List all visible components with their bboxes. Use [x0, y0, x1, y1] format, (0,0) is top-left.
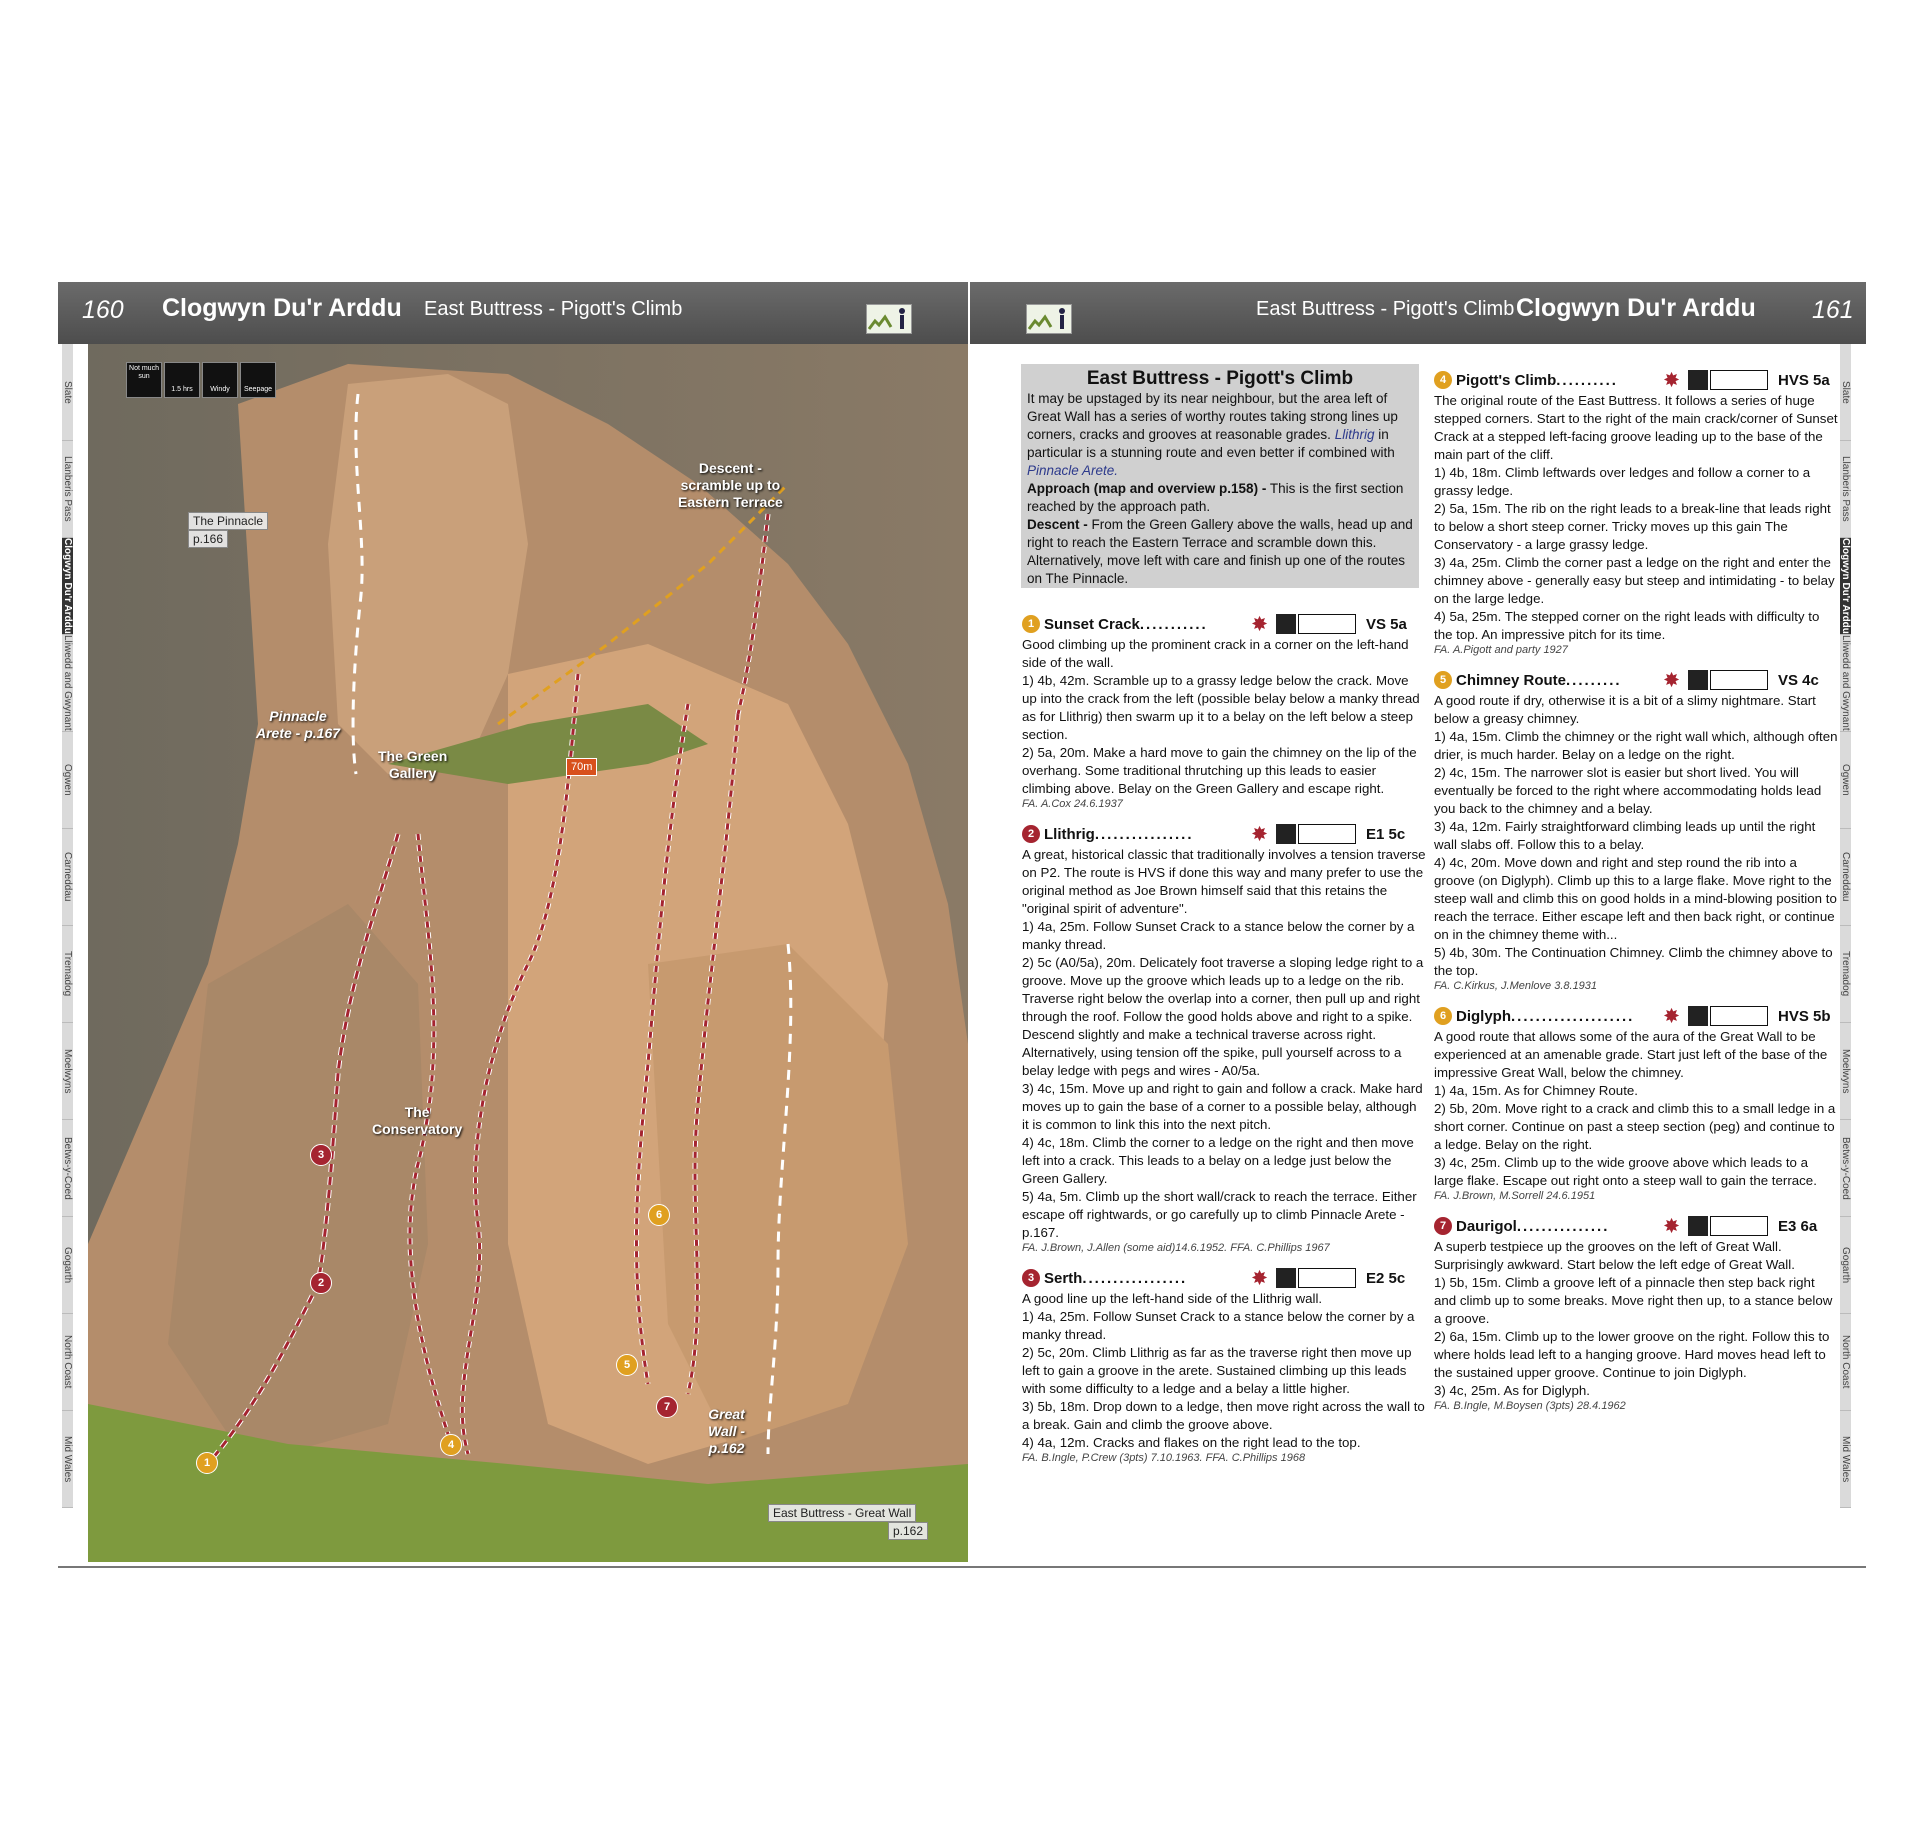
route-grade: VS 4c	[1778, 671, 1819, 689]
route-entry	[1434, 1004, 1838, 1202]
tick-box[interactable]	[1298, 824, 1356, 844]
route-description: The original route of the East Buttress. It follows a series of huge stepped corners. Start to the right of the main crack/corner of Sunset Crack at a stepped left-facing groove leading up to the base of the main part of the cliff.	[1434, 393, 1838, 462]
route-pitch: 4) 4c, 20m. Move down and right and step round the rib into a groove (on Diglyph). Climb up this to a large flake. Move right to the steep wall and climb this on good holds in a mind-blowing position to reach the terrace. Either escape left and then back right, or continue on in the chimney theme with...	[1434, 855, 1837, 942]
label-descent-3: Eastern Terrace	[678, 494, 783, 510]
route-pitch: 1) 5b, 15m. Climb a groove left of a pinnacle then step back right and climb up to some breaks. Move right then up, to a stance below a groove.	[1434, 1275, 1833, 1326]
first-ascent: FA. C.Kirkus, J.Menlove 3.8.1931	[1434, 980, 1598, 992]
route-grade: E2 5c	[1366, 1269, 1406, 1287]
tab-moelwyns[interactable]: Moelwyns	[62, 1023, 73, 1120]
label-great-wall-1: Great	[708, 1406, 745, 1422]
tab-llanberis-pass[interactable]: Llanberis Pass	[62, 441, 73, 538]
label-descent-1: Descent -	[698, 460, 762, 476]
route-marker-1[interactable]: 1	[196, 1452, 218, 1474]
left-side-tabs	[62, 344, 88, 1508]
route-pitch: 3) 4c, 25m. Climb up to the wide groove above which leads to a large flake. Escape out right onto a steep wall to gain the terrace.	[1434, 1155, 1817, 1188]
star-rating-icon: ✸	[1252, 1268, 1268, 1288]
route-pitch: 1) 4a, 15m. As for Chimney Route.	[1434, 1083, 1638, 1098]
route-pitch: 1) 4b, 18m. Climb leftwards over ledges and follow a corner to a grassy ledge.	[1434, 465, 1811, 498]
route-pitch: 2) 5a, 20m. Make a hard move to gain the chimney on the lip of the overhang. Some traditional thrutching up this leads to easier climbing above. Belay on the Green Gallery and escape right.	[1022, 745, 1417, 796]
page-number-right: 161	[1812, 296, 1854, 324]
tick-box[interactable]	[1710, 1216, 1768, 1236]
tab-betws-r[interactable]: Betws-y-Coed	[1840, 1120, 1851, 1217]
route-dots: .........	[1566, 671, 1622, 689]
route-pitch: 2) 5c (A0/5a), 20m. Delicately foot traverse a sloping ledge right to a groove. Move up the groove which leads up to a ledge on the rib. Traverse right below the overlap into a corner, then pull up and right through the roof. Follow the good holds above and right to a spike. Descend slightly and make a technical traverse across right. Alternatively, using tension off the spike, pull yourself across to a belay ledge with pegs and wires - A0/5a.	[1022, 955, 1424, 1078]
tab-lliwedd-r[interactable]: Lliwedd and Gwynant	[1840, 635, 1851, 731]
label-conservatory-2: Conservatory	[372, 1121, 463, 1137]
route-name: Diglyph	[1456, 1007, 1511, 1025]
label-east-buttress-page: p.162	[888, 1522, 928, 1540]
sun-info-icon: Not much sun	[126, 362, 162, 398]
routes-column-2	[1434, 368, 1838, 1424]
approach-time-icon: 1.5 hrs	[164, 362, 200, 398]
intro-box	[1021, 364, 1419, 588]
route-dots: ....................	[1511, 1007, 1635, 1025]
descent-text: From the Green Gallery above the walls, head up and right to reach the Eastern Terrace and scramble down this. Alternatively, move left with care and finish up one of the routes on The Pinnacle.	[1027, 517, 1413, 586]
tab-north-coast[interactable]: North Coast	[62, 1314, 73, 1411]
route-pitch: 1) 4b, 42m. Scramble up to a grassy ledge below the crack. Move up into the crack from the left (possible belay below a manky thread as for Llithrig) then swarm up it to a belay on the left below a steep section.	[1022, 673, 1420, 742]
tab-betws[interactable]: Betws-y-Coed	[62, 1120, 73, 1217]
tab-mid-wales[interactable]: Mid Wales	[62, 1411, 73, 1508]
route-pitch: 2) 6a, 15m. Climb up to the lower groove on the right. Follow this to where holds lead left to a hanging groove. Hard moves head left to the sustained upper groove. Continue to join Diglyph.	[1434, 1329, 1830, 1380]
label-east-buttress-great-wall: East Buttress - Great Wall	[768, 1504, 916, 1522]
first-ascent: FA. A.Pigott and party 1927	[1434, 644, 1568, 656]
label-descent	[678, 460, 783, 511]
route-pitch: 2) 5b, 20m. Move right to a crack and climb this to a small ledge in a short corner. Continue on past a steep section (peg) and continue to a ledge. Belay on the right.	[1434, 1101, 1836, 1152]
page-number-left: 160	[82, 296, 124, 324]
route-name: Sunset Crack	[1044, 615, 1140, 633]
route-dots: .................	[1082, 1269, 1188, 1287]
route-number-badge: 2	[1022, 825, 1040, 843]
label-pinnacle-arete	[256, 708, 340, 742]
label-great-wall-3: p.162	[708, 1440, 745, 1456]
left-page-header	[58, 282, 968, 344]
tab-mid-wales-r[interactable]: Mid Wales	[1840, 1411, 1851, 1508]
route-pitch: 4) 4c, 18m. Climb the corner to a ledge on the right and then move left into a crack. This leads to a belay on a ledge just below the Green Gallery.	[1022, 1135, 1414, 1186]
route-pitch: 1) 4a, 25m. Follow Sunset Crack to a stance below the corner by a manky thread.	[1022, 1309, 1415, 1342]
section-title-left: East Buttress - Pigott's Climb	[424, 298, 683, 320]
route-dots: ...........	[1139, 615, 1208, 633]
section-title-right: East Buttress - Pigott's Climb	[1256, 298, 1515, 320]
intro-title: East Buttress - Pigott's Climb	[1086, 368, 1354, 389]
first-ascent: FA. B.Ingle, M.Boysen (3pts) 28.4.1962	[1434, 1400, 1626, 1412]
route-name: Pigott's Climb	[1456, 371, 1557, 389]
label-conservatory	[372, 1104, 462, 1138]
route-entry	[1022, 612, 1426, 810]
tab-slate-r[interactable]: Slate	[1840, 344, 1851, 441]
route-entry	[1434, 1214, 1838, 1412]
route-pitch: 1) 4a, 25m. Follow Sunset Crack to a stance below the corner by a manky thread.	[1022, 919, 1415, 952]
route-pitch: 4) 5a, 25m. The stepped corner on the right leads with difficulty to the top. An impressive pitch for its time.	[1434, 609, 1820, 642]
intro-p1: It may be upstaged by its near neighbour, but the area left of Great Wall has a series of worthy routes taking strong lines up corners, cracks and grooves at reasonable grades.	[1027, 391, 1398, 442]
tab-ogwen-r[interactable]: Ogwen	[1840, 732, 1851, 829]
route-type-icon	[1688, 370, 1708, 390]
star-rating-icon: ✸	[1252, 824, 1268, 844]
tab-north-coast-r[interactable]: North Coast	[1840, 1314, 1851, 1411]
page-bottom-rule	[58, 1566, 1866, 1568]
route-dots: ..........	[1556, 371, 1618, 389]
route-marker-6[interactable]: 6	[648, 1204, 670, 1226]
seepage-icon: Seepage	[240, 362, 276, 398]
route-marker-5[interactable]: 5	[616, 1354, 638, 1376]
label-green-gallery	[378, 748, 447, 782]
route-header	[1022, 612, 1426, 636]
label-great-wall-2: Wall -	[708, 1423, 746, 1439]
route-header	[1022, 822, 1426, 846]
approach-label: Approach (map and overview p.158) -	[1027, 481, 1267, 496]
intro-p1b: in particular is a stunning route and even better if combined with	[1027, 427, 1395, 460]
label-the-pinnacle	[188, 512, 268, 530]
route-dots: ...............	[1516, 1217, 1610, 1235]
route-description: A good route if dry, otherwise it is a bit of a slimy nightmare. Start below a greasy chimney.	[1434, 693, 1816, 726]
route-number-badge: 4	[1434, 371, 1452, 389]
tab-moelwyns-r[interactable]: Moelwyns	[1840, 1023, 1851, 1120]
route-description: A good line up the left-hand side of the Llithrig wall.	[1022, 1291, 1323, 1306]
route-description: A superb testpiece up the grooves on the left of Great Wall. Surprisingly awkward. Start below the left edge of Great Wall.	[1434, 1239, 1795, 1272]
route-marker-3[interactable]: 3	[310, 1144, 332, 1166]
star-rating-icon: ✸	[1252, 614, 1268, 634]
approach-text: This is the first section reached by the approach path.	[1027, 481, 1404, 514]
route-name: Daurigol	[1456, 1217, 1517, 1235]
label-descent-2: scramble up to	[680, 477, 781, 493]
tick-box[interactable]	[1298, 614, 1356, 634]
route-header	[1434, 1004, 1838, 1028]
route-grade: E1 5c	[1366, 825, 1406, 843]
star-rating-icon: ✸	[1664, 1006, 1680, 1026]
route-grade: E3 6a	[1778, 1217, 1818, 1235]
star-rating-icon: ✸	[1664, 670, 1680, 690]
route-pitch: 4) 4a, 12m. Cracks and flakes on the right lead to the top.	[1022, 1435, 1361, 1450]
tick-box[interactable]	[1710, 370, 1768, 390]
label-green-gallery-1: The Green	[378, 748, 448, 764]
link-llithrig[interactable]: Llithrig	[1334, 427, 1375, 442]
route-pitch: 1) 4a, 15m. Climb the chimney or the right wall which, although often drier, is much harder. Belay on a ledge on the right.	[1434, 729, 1838, 762]
routes-column-1	[1022, 612, 1426, 1476]
route-entry	[1434, 668, 1838, 992]
route-header	[1434, 1214, 1838, 1238]
right-page-header	[970, 282, 1866, 344]
route-name: Serth	[1044, 1269, 1083, 1287]
route-pitch: 3) 5b, 18m. Drop down to a ledge, then move right across the wall to a break. Gain and climb the groove above.	[1022, 1399, 1425, 1432]
route-name: Chimney Route	[1456, 671, 1567, 689]
tab-carneddau-r[interactable]: Carneddau	[1840, 829, 1851, 926]
link-pinnacle-arete[interactable]: Pinnacle Arete.	[1027, 463, 1119, 478]
first-ascent: FA. J.Brown, M.Sorrell 24.6.1951	[1434, 1190, 1596, 1202]
landscape-walker-icon	[1026, 304, 1072, 334]
route-type-icon	[1688, 1216, 1708, 1236]
route-grade: VS 5a	[1366, 615, 1407, 633]
route-pitch: 2) 4c, 15m. The narrower slot is easier but short lived. You will eventually be forced to the right where accommodating holds lead you back to the chimney and a belay.	[1434, 765, 1822, 816]
route-pitch: 3) 4c, 15m. Move up and right to gain and follow a crack. Make hard moves up to gain the base of a corner to a possible belay, although it is common to link this into the next pitch.	[1022, 1081, 1423, 1132]
tab-lliwedd[interactable]: Lliwedd and Gwynant	[62, 635, 73, 731]
length-tag: 70m	[566, 758, 597, 776]
tick-box[interactable]	[1298, 1268, 1356, 1288]
route-pitch: 2) 5c, 20m. Climb Llithrig as far as the traverse right then move up left to gain a groove in the arete. Sustained climbing up this leads with some difficulty to a ledge and a belay a little higher.	[1022, 1345, 1412, 1396]
route-header	[1022, 1266, 1426, 1290]
route-description: A great, historical classic that traditionally involves a tension traverse on P2. The route is HVS if done this way and many prefer to use the original method as Joe Brown himself said that this retains the "original spirit of adventure".	[1022, 847, 1426, 916]
label-green-gallery-2: Gallery	[388, 765, 437, 781]
route-name: Llithrig	[1044, 825, 1095, 843]
route-pitch: 5) 4b, 30m. The Continuation Chimney. Climb the chimney above to the top.	[1434, 945, 1833, 978]
route-description: A good route that allows some of the aura of the Great Wall to be experienced at an amenable grade. Start just left of the base of the impressive Great Wall, below the chimney.	[1434, 1029, 1828, 1080]
descent-label: Descent -	[1027, 517, 1088, 532]
crag-photo	[88, 344, 968, 1562]
route-grade: HVS 5a	[1778, 371, 1830, 389]
tab-tremadog[interactable]: Tremadog	[62, 926, 73, 1023]
route-grade: HVS 5b	[1778, 1007, 1831, 1025]
route-marker-7[interactable]: 7	[656, 1396, 678, 1418]
route-type-icon	[1688, 1006, 1708, 1026]
route-type-icon	[1688, 670, 1708, 690]
windy-icon: Windy	[202, 362, 238, 398]
label-great-wall	[708, 1406, 745, 1457]
star-rating-icon: ✸	[1664, 1216, 1680, 1236]
tab-carneddau[interactable]: Carneddau	[62, 829, 73, 926]
route-entry	[1022, 822, 1426, 1254]
right-side-tabs	[1840, 344, 1866, 1508]
tick-box[interactable]	[1710, 1006, 1768, 1026]
star-rating-icon: ✸	[1664, 370, 1680, 390]
route-type-icon	[1276, 824, 1296, 844]
landscape-walker-icon	[866, 304, 912, 334]
tab-clogwyn[interactable]: Clogwyn Du'r Arddu	[62, 538, 73, 634]
route-pitch: 3) 4c, 25m. As for Diglyph.	[1434, 1383, 1590, 1398]
tab-ogwen[interactable]: Ogwen	[62, 732, 73, 829]
first-ascent: FA. A.Cox 24.6.1937	[1022, 798, 1123, 810]
route-type-icon	[1276, 614, 1296, 634]
route-dots: ................	[1094, 825, 1194, 843]
route-pitch: 3) 4a, 25m. Climb the corner past a ledge on the right and enter the chimney above - generally easy but steep and intimidating - to belay on the large ledge.	[1434, 555, 1835, 606]
route-type-icon	[1276, 1268, 1296, 1288]
route-number-badge: 6	[1434, 1007, 1452, 1025]
intro-text	[1027, 390, 1413, 588]
route-number-badge: 7	[1434, 1217, 1452, 1235]
route-pitch: 3) 4a, 12m. Fairly straightforward climbing leads up until the right wall slabs off. Follow this to a belay.	[1434, 819, 1816, 852]
label-pinnacle-arete-1: Pinnacle	[269, 708, 327, 724]
tab-gogarth-r[interactable]: Gogarth	[1840, 1217, 1851, 1314]
first-ascent: FA. B.Ingle, P.Crew (3pts) 7.10.1963. FFA. C.Phillips 1968	[1022, 1452, 1306, 1464]
tab-tremadog-r[interactable]: Tremadog	[1840, 926, 1851, 1023]
label-pinnacle-arete-2: Arete - p.167	[256, 725, 341, 741]
route-entry	[1434, 368, 1838, 656]
crag-title-right: Clogwyn Du'r Arddu	[1516, 294, 1756, 322]
tab-llanberis-pass-r[interactable]: Llanberis Pass	[1840, 441, 1851, 538]
route-header	[1434, 668, 1838, 692]
label-conservatory-1: The	[404, 1104, 430, 1120]
label-the-pinnacle-text: The Pinnacle	[193, 514, 264, 528]
route-number-badge: 5	[1434, 671, 1452, 689]
crag-title-left: Clogwyn Du'r Arddu	[162, 294, 402, 322]
route-number-badge: 1	[1022, 615, 1040, 633]
route-description: Good climbing up the prominent crack in a corner on the left-hand side of the wall.	[1022, 637, 1409, 670]
route-pitch: 5) 4a, 5m. Climb up the short wall/crack to reach the terrace. Either escape off rightwards, or go carefully up to climb Pinnacle Arete - p.167.	[1022, 1189, 1417, 1240]
tab-gogarth[interactable]: Gogarth	[62, 1217, 73, 1314]
route-header	[1434, 368, 1838, 392]
tab-clogwyn-r[interactable]: Clogwyn Du'r Arddu	[1840, 538, 1851, 634]
label-the-pinnacle-page: p.166	[188, 530, 228, 548]
route-marker-4[interactable]: 4	[440, 1434, 462, 1456]
tick-box[interactable]	[1710, 670, 1768, 690]
route-entry	[1022, 1266, 1426, 1464]
first-ascent: FA. J.Brown, J.Allen (some aid)14.6.1952. FFA. C.Phillips 1967	[1022, 1242, 1330, 1254]
tab-slate[interactable]: Slate	[62, 344, 73, 441]
route-number-badge: 3	[1022, 1269, 1040, 1287]
route-marker-2[interactable]: 2	[310, 1272, 332, 1294]
route-pitch: 2) 5a, 15m. The rib on the right leads to a break-line that leads right to below a short steep corner. Tricky moves up this gain The Conservatory - a large grassy ledge.	[1434, 501, 1831, 552]
